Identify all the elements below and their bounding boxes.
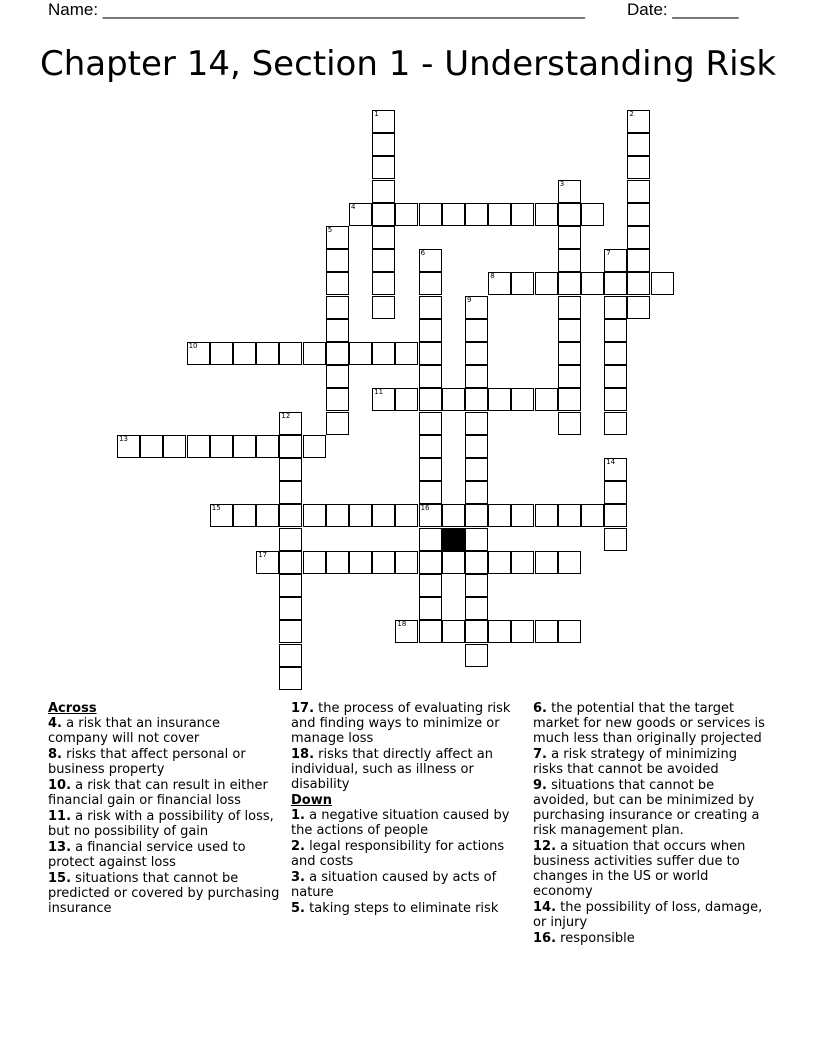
grid-cell[interactable]: [535, 388, 558, 411]
grid-cell[interactable]: [488, 272, 511, 295]
grid-cell[interactable]: [326, 226, 349, 249]
grid-cell[interactable]: [395, 388, 418, 411]
date-field-label[interactable]: Date: _______: [627, 0, 739, 19]
grid-cell[interactable]: [279, 574, 302, 597]
grid-cell[interactable]: [535, 272, 558, 295]
clue-down-9: 9. situations that cannot be avoided, but can be minimized by purchasing insurance or creating a risk management plan.: [533, 778, 760, 838]
grid-cell[interactable]: [372, 249, 395, 272]
grid-cell[interactable]: [627, 226, 650, 249]
grid-cell[interactable]: [326, 365, 349, 388]
clue-number-label: 15: [211, 504, 221, 513]
clue-down-7: 7. a risk strategy of minimizing risks that cannot be avoided: [533, 747, 737, 777]
grid-cell[interactable]: [465, 388, 488, 411]
grid-cell[interactable]: [279, 528, 302, 551]
grid-cell[interactable]: [465, 574, 488, 597]
grid-cell[interactable]: [279, 667, 302, 690]
grid-cell[interactable]: [419, 458, 442, 481]
grid-cell[interactable]: [604, 296, 627, 319]
grid-cell[interactable]: [349, 342, 372, 365]
grid-cell[interactable]: [511, 504, 534, 527]
grid-cell[interactable]: [511, 620, 534, 643]
grid-cell[interactable]: [256, 342, 279, 365]
grid-cell[interactable]: [627, 133, 650, 156]
grid-cell[interactable]: [581, 504, 604, 527]
grid-cell[interactable]: [233, 342, 256, 365]
grid-cell[interactable]: [558, 180, 581, 203]
grid-cell[interactable]: [326, 551, 349, 574]
grid-cell[interactable]: [256, 551, 279, 574]
grid-cell[interactable]: [558, 319, 581, 342]
grid-cell[interactable]: [627, 156, 650, 179]
grid-cell[interactable]: [604, 528, 627, 551]
grid-cell[interactable]: [279, 481, 302, 504]
grid-cell[interactable]: [627, 272, 650, 295]
grid-cell[interactable]: [187, 342, 210, 365]
grid-cell[interactable]: [535, 620, 558, 643]
grid-cell[interactable]: [349, 551, 372, 574]
clue-number-label: 14: [606, 458, 616, 466]
grid-cell[interactable]: [558, 388, 581, 411]
grid-cell[interactable]: [279, 551, 302, 574]
grid-cell[interactable]: [465, 203, 488, 226]
clue-number-label: 3: [559, 179, 565, 188]
grid-cell[interactable]: [604, 249, 627, 272]
clue-across-11: 11. a risk with a possibility of loss, but no possibility of gain: [48, 809, 274, 839]
grid-cell[interactable]: [604, 365, 627, 388]
grid-cell[interactable]: [558, 342, 581, 365]
grid-cell[interactable]: [558, 412, 581, 435]
grid-cell[interactable]: [349, 203, 372, 226]
clue-down-14: 14. the possibility of loss, damage, or injury: [533, 900, 763, 930]
grid-cell[interactable]: [279, 342, 302, 365]
grid-cell[interactable]: [627, 180, 650, 203]
grid-cell[interactable]: [627, 296, 650, 319]
clue-number-label: 2: [629, 110, 634, 118]
grid-cell[interactable]: [488, 504, 511, 527]
grid-cell[interactable]: [558, 249, 581, 272]
grid-cell-blocked: [442, 528, 465, 551]
grid-cell[interactable]: [465, 551, 488, 574]
grid-cell[interactable]: [604, 342, 627, 365]
grid-cell[interactable]: [326, 342, 349, 365]
grid-cell[interactable]: [395, 203, 418, 226]
grid-cell[interactable]: [465, 528, 488, 551]
grid-cell[interactable]: [372, 504, 395, 527]
grid-cell[interactable]: [535, 203, 558, 226]
grid-cell[interactable]: [581, 272, 604, 295]
grid-cell[interactable]: [187, 435, 210, 458]
grid-cell[interactable]: [465, 458, 488, 481]
grid-cell[interactable]: [488, 551, 511, 574]
clue-down-6: 6. the potential that the target market for new goods or services is much less than originally projected: [533, 701, 765, 746]
grid-cell[interactable]: [465, 296, 488, 319]
grid-cell[interactable]: [604, 388, 627, 411]
clue-number-label: 1: [374, 110, 379, 118]
grid-cell[interactable]: [372, 296, 395, 319]
grid-cell[interactable]: [442, 551, 465, 574]
grid-cell[interactable]: [465, 435, 488, 458]
grid-cell[interactable]: [442, 504, 465, 527]
grid-cell[interactable]: [140, 435, 163, 458]
across-heading: Across: [48, 701, 97, 716]
clue-number-label: 18: [397, 620, 407, 629]
grid-cell[interactable]: [419, 435, 442, 458]
clue-down-16: 16. responsible: [533, 931, 635, 946]
grid-cell[interactable]: [395, 342, 418, 365]
grid-cell[interactable]: [419, 272, 442, 295]
grid-cell[interactable]: [303, 342, 326, 365]
grid-cell[interactable]: [535, 551, 558, 574]
clue-across-17: 17. the process of evaluating risk and finding ways to minimize or manage loss: [291, 701, 511, 746]
name-field-label[interactable]: Name: ___________________________________________________: [48, 0, 585, 19]
grid-cell[interactable]: [233, 435, 256, 458]
grid-cell[interactable]: [651, 272, 674, 295]
grid-cell[interactable]: [419, 388, 442, 411]
grid-cell[interactable]: [326, 412, 349, 435]
grid-cell[interactable]: [279, 458, 302, 481]
grid-cell[interactable]: [279, 435, 302, 458]
clue-across-13: 13. a financial service used to protect against loss: [48, 840, 246, 870]
grid-cell[interactable]: [627, 110, 650, 133]
clue-number-label: 12: [281, 411, 291, 420]
grid-cell[interactable]: [558, 551, 581, 574]
grid-cell[interactable]: [326, 272, 349, 295]
grid-cell[interactable]: [511, 272, 534, 295]
grid-cell[interactable]: [419, 342, 442, 365]
clue-number-label: 8: [490, 272, 495, 281]
grid-cell[interactable]: [465, 319, 488, 342]
grid-cell[interactable]: [279, 644, 302, 667]
grid-cell[interactable]: [558, 272, 581, 295]
clue-down-2: 2. legal responsibility for actions and costs: [291, 839, 505, 869]
grid-cell[interactable]: [604, 319, 627, 342]
grid-cell[interactable]: [303, 551, 326, 574]
grid-cell[interactable]: [117, 435, 140, 458]
grid-cell[interactable]: [558, 226, 581, 249]
grid-cell[interactable]: [395, 504, 418, 527]
grid-cell[interactable]: [627, 203, 650, 226]
grid-cell[interactable]: [256, 435, 279, 458]
clue-column-1: [48, 701, 283, 917]
grid-cell[interactable]: [465, 412, 488, 435]
grid-cell[interactable]: [442, 620, 465, 643]
grid-cell[interactable]: [419, 620, 442, 643]
grid-cell[interactable]: [604, 481, 627, 504]
grid-cell[interactable]: [395, 551, 418, 574]
clue-column-3: [533, 701, 769, 947]
clue-number-label: 13: [119, 434, 128, 443]
grid-cell[interactable]: [488, 203, 511, 226]
grid-cell[interactable]: [465, 365, 488, 388]
grid-cell[interactable]: [465, 597, 488, 620]
grid-cell[interactable]: [419, 249, 442, 272]
clue-across-18: 18. risks that directly affect an individual, such as illness or disability: [291, 747, 493, 792]
grid-cell[interactable]: [558, 620, 581, 643]
grid-cell[interactable]: [326, 504, 349, 527]
grid-cell[interactable]: [372, 180, 395, 203]
clue-column-2: [291, 701, 519, 917]
grid-cell[interactable]: [511, 203, 534, 226]
grid-cell[interactable]: [326, 319, 349, 342]
grid-cell[interactable]: [279, 597, 302, 620]
grid-cell[interactable]: [279, 504, 302, 527]
clue-number-label: 6: [420, 249, 426, 258]
clue-number-label: 5: [327, 226, 333, 234]
grid-cell[interactable]: [256, 504, 279, 527]
grid-cell[interactable]: [604, 458, 627, 481]
clue-number-label: 10: [188, 342, 198, 350]
grid-cell[interactable]: [303, 504, 326, 527]
grid-cell[interactable]: [465, 644, 488, 667]
grid-cell[interactable]: [465, 481, 488, 504]
clue-across-10: 10. a risk that can result in either financial gain or financial loss: [48, 778, 268, 808]
grid-cell[interactable]: [372, 551, 395, 574]
grid-cell[interactable]: [558, 203, 581, 226]
grid-cell[interactable]: [604, 272, 627, 295]
clue-across-15: 15. situations that cannot be predicted or covered by purchasing insurance: [48, 871, 280, 916]
grid-cell[interactable]: [163, 435, 186, 458]
grid-cell[interactable]: [488, 620, 511, 643]
grid-cell[interactable]: [419, 597, 442, 620]
grid-cell[interactable]: [419, 203, 442, 226]
grid-cell[interactable]: [326, 296, 349, 319]
clue-number-label: 4: [351, 202, 356, 211]
clue-down-1: 1. a negative situation caused by the actions of people: [291, 808, 510, 838]
clue-down-3: 3. a situation caused by acts of nature: [291, 870, 497, 900]
clue-across-4: 4. a risk that an insurance company will not cover: [48, 716, 221, 746]
clue-number-label: 16: [420, 504, 430, 513]
grid-cell[interactable]: [349, 504, 372, 527]
grid-cell[interactable]: [372, 226, 395, 249]
clue-number-label: 17: [258, 550, 268, 559]
grid-cell[interactable]: [419, 528, 442, 551]
grid-cell[interactable]: [465, 342, 488, 365]
grid-cell[interactable]: [372, 342, 395, 365]
grid-cell[interactable]: [627, 249, 650, 272]
grid-cell[interactable]: [511, 551, 534, 574]
down-heading: Down: [291, 793, 332, 808]
grid-cell[interactable]: [535, 504, 558, 527]
clue-across-8: 8. risks that affect personal or business property: [48, 747, 246, 777]
grid-cell[interactable]: [558, 296, 581, 319]
clue-down-5: 5. taking steps to eliminate risk: [291, 901, 499, 916]
grid-cell[interactable]: [372, 203, 395, 226]
grid-cell[interactable]: [372, 156, 395, 179]
grid-cell[interactable]: [372, 133, 395, 156]
grid-cell[interactable]: [419, 365, 442, 388]
grid-cell[interactable]: [419, 504, 442, 527]
grid-cell[interactable]: [210, 342, 233, 365]
clue-down-12: 12. a situation that occurs when business activities suffer due to changes in the US or world economy: [533, 839, 746, 899]
grid-cell[interactable]: [604, 412, 627, 435]
grid-cell[interactable]: [372, 110, 395, 133]
grid-cell[interactable]: [488, 388, 511, 411]
grid-cell[interactable]: [326, 249, 349, 272]
clue-number-label: 9: [467, 295, 472, 304]
grid-cell[interactable]: [465, 504, 488, 527]
grid-cell[interactable]: [326, 388, 349, 411]
grid-cell[interactable]: [442, 388, 465, 411]
grid-cell[interactable]: [604, 504, 627, 527]
clue-number-label: 11: [374, 388, 384, 397]
grid-cell[interactable]: [419, 319, 442, 342]
grid-cell[interactable]: [279, 620, 302, 643]
clue-number-label: 7: [606, 249, 611, 258]
grid-cell[interactable]: [419, 551, 442, 574]
grid-cell[interactable]: [419, 296, 442, 319]
grid-cell[interactable]: [558, 365, 581, 388]
grid-cell[interactable]: [442, 203, 465, 226]
grid-cell[interactable]: [511, 388, 534, 411]
grid-cell[interactable]: [210, 435, 233, 458]
grid-cell[interactable]: [279, 412, 302, 435]
grid-cell[interactable]: [581, 203, 604, 226]
grid-cell[interactable]: [372, 272, 395, 295]
grid-cell[interactable]: [558, 504, 581, 527]
grid-cell[interactable]: [303, 435, 326, 458]
grid-cell[interactable]: [419, 574, 442, 597]
grid-cell[interactable]: [372, 388, 395, 411]
grid-cell[interactable]: [395, 620, 418, 643]
grid-cell[interactable]: [233, 504, 256, 527]
grid-cell[interactable]: [419, 481, 442, 504]
grid-cell[interactable]: [419, 412, 442, 435]
grid-cell[interactable]: [465, 620, 488, 643]
page-title: Chapter 14, Section 1 - Understanding Risk: [39, 44, 777, 84]
grid-cell[interactable]: [210, 504, 233, 527]
